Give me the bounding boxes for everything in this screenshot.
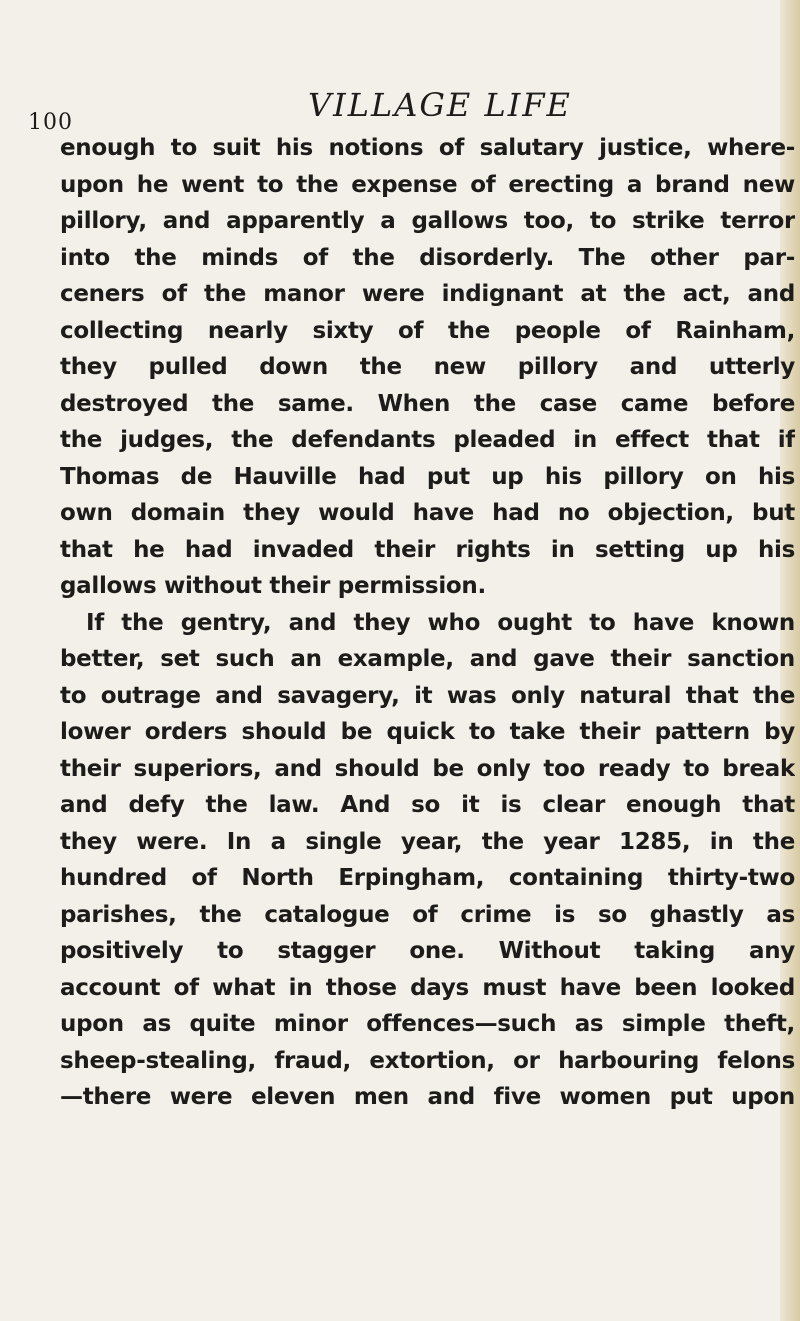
page-number: 100 [28,110,73,135]
text-line: the judges, the defendants pleaded in effect that if [60,427,795,453]
running-head: VILLAGE LIFE [308,86,572,124]
text-line: destroyed the same. When the case came before [60,390,795,417]
text-line: that he had invaded their rights in setting up his [60,536,795,563]
text-line: hundred of North Erpingham, containing thirty-two [60,865,795,891]
text-line: their superiors, and should be only too ready to break [60,755,795,782]
text-line: and defy the law. And so it is clear enough that [60,792,795,818]
text-line: Thomas de Hauville had put up his pillory on his [60,463,795,490]
text-line: lower orders should be quick to take their pattern by [60,719,795,745]
text-line: they pulled down the new pillory and utterly [60,354,795,380]
body-text [60,130,795,1116]
text-line: gallows without their permission. [60,573,486,599]
text-line: collecting nearly sixty of the people of Rainham, [60,317,795,344]
text-line: into the minds of the disorderly. The other par- [60,244,795,271]
text-line: positively to stagger one. Without taking any [60,938,795,964]
text-line: account of what in those days must have been looked [60,974,795,1001]
text-line: pillory, and apparently a gallows too, to strike terror [60,208,795,234]
text-line: they were. In a single year, the year 1285, in the [60,828,795,855]
text-line: sheep-stealing, fraud, extortion, or harbouring felons [60,1047,795,1074]
text-line: own domain they would have had no objection, but [60,500,795,526]
text-line: to outrage and savagery, it was only natural that the [60,682,795,709]
text-line: parishes, the catalogue of crime is so ghastly as [60,901,795,928]
text-line: ceners of the manor were indignant at the act, and [60,281,795,307]
text-line: enough to suit his notions of salutary justice, where- [60,135,795,161]
text-line: If the gentry, and they who ought to have known [86,609,795,636]
text-line: —there were eleven men and five women put upon [60,1084,795,1110]
text-line: better, set such an example, and gave their sanction [60,646,795,672]
text-line: upon as quite minor offences—such as simple theft, [60,1011,795,1037]
text-line: upon he went to the expense of erecting a brand new [60,171,795,198]
